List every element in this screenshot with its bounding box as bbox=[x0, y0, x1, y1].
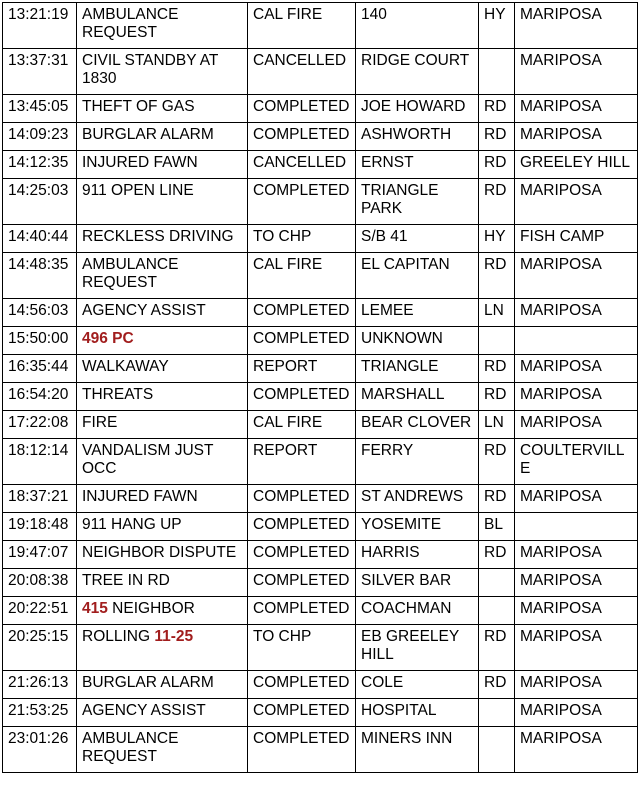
call-description bbox=[77, 569, 248, 597]
call-description bbox=[77, 95, 248, 123]
call-description bbox=[77, 597, 248, 625]
call-city: MARIPOSA bbox=[515, 95, 638, 123]
table-row bbox=[3, 727, 638, 773]
penal-code-highlight: 415 bbox=[82, 600, 108, 617]
call-description bbox=[77, 541, 248, 569]
call-time: 20:22:51 bbox=[3, 597, 77, 625]
call-city: MARIPOSA bbox=[515, 597, 638, 625]
call-description bbox=[77, 123, 248, 151]
call-street: EL CAPITAN bbox=[356, 253, 479, 299]
street-type: BL bbox=[479, 513, 515, 541]
call-status: COMPLETED bbox=[248, 541, 356, 569]
call-street: YOSEMITE bbox=[356, 513, 479, 541]
description-text: NEIGHBOR bbox=[107, 600, 195, 617]
call-city: MARIPOSA bbox=[515, 625, 638, 671]
call-city: MARIPOSA bbox=[515, 3, 638, 49]
street-type: RD bbox=[479, 151, 515, 179]
call-time: 13:45:05 bbox=[3, 95, 77, 123]
call-status: COMPLETED bbox=[248, 513, 356, 541]
call-time: 14:12:35 bbox=[3, 151, 77, 179]
call-street: ST ANDREWS bbox=[356, 485, 479, 513]
call-time: 21:53:25 bbox=[3, 699, 77, 727]
table-row bbox=[3, 225, 638, 253]
call-street: SILVER BAR bbox=[356, 569, 479, 597]
call-city: MARIPOSA bbox=[515, 699, 638, 727]
description-text: INJURED FAWN bbox=[82, 154, 198, 171]
street-type: HY bbox=[479, 3, 515, 49]
call-status: CANCELLED bbox=[248, 151, 356, 179]
call-status: CAL FIRE bbox=[248, 411, 356, 439]
description-text: VANDALISM JUST OCC bbox=[82, 442, 214, 477]
call-description bbox=[77, 625, 248, 671]
call-time: 14:09:23 bbox=[3, 123, 77, 151]
call-description bbox=[77, 699, 248, 727]
description-prefix: ROLLING bbox=[82, 628, 155, 645]
street-type: RD bbox=[479, 439, 515, 485]
call-city bbox=[515, 513, 638, 541]
call-city: MARIPOSA bbox=[515, 411, 638, 439]
call-time: 16:54:20 bbox=[3, 383, 77, 411]
description-text: THREATS bbox=[82, 386, 154, 403]
call-status: COMPLETED bbox=[248, 179, 356, 225]
call-street: ASHWORTH bbox=[356, 123, 479, 151]
table-row bbox=[3, 327, 638, 355]
call-street: TRIANGLE PARK bbox=[356, 179, 479, 225]
description-text: 911 OPEN LINE bbox=[82, 182, 194, 199]
call-time: 21:26:13 bbox=[3, 671, 77, 699]
call-street: RIDGE COURT bbox=[356, 49, 479, 95]
call-city: FISH CAMP bbox=[515, 225, 638, 253]
call-status: COMPLETED bbox=[248, 95, 356, 123]
call-time: 14:40:44 bbox=[3, 225, 77, 253]
call-city: COULTERVILLE bbox=[515, 439, 638, 485]
call-time: 15:50:00 bbox=[3, 327, 77, 355]
street-type bbox=[479, 327, 515, 355]
table-row bbox=[3, 569, 638, 597]
call-time: 14:25:03 bbox=[3, 179, 77, 225]
call-city: MARIPOSA bbox=[515, 253, 638, 299]
street-type: HY bbox=[479, 225, 515, 253]
call-street: FERRY bbox=[356, 439, 479, 485]
call-time: 19:18:48 bbox=[3, 513, 77, 541]
description-text: CIVIL STANDBY AT 1830 bbox=[82, 52, 219, 87]
street-type: RD bbox=[479, 383, 515, 411]
table-row bbox=[3, 699, 638, 727]
call-time: 17:22:08 bbox=[3, 411, 77, 439]
table-row bbox=[3, 49, 638, 95]
call-description bbox=[77, 225, 248, 253]
call-city: MARIPOSA bbox=[515, 123, 638, 151]
call-street: UNKNOWN bbox=[356, 327, 479, 355]
penal-code-highlight: 11-25 bbox=[154, 628, 194, 645]
description-text: THEFT OF GAS bbox=[82, 98, 195, 115]
call-street: LEMEE bbox=[356, 299, 479, 327]
call-city: MARIPOSA bbox=[515, 569, 638, 597]
description-text: 911 HANG UP bbox=[82, 516, 182, 533]
street-type: RD bbox=[479, 95, 515, 123]
call-time: 18:12:14 bbox=[3, 439, 77, 485]
call-description bbox=[77, 355, 248, 383]
street-type bbox=[479, 597, 515, 625]
call-status: COMPLETED bbox=[248, 299, 356, 327]
call-description bbox=[77, 727, 248, 773]
description-text: AGENCY ASSIST bbox=[82, 302, 206, 319]
call-description bbox=[77, 513, 248, 541]
call-description bbox=[77, 253, 248, 299]
table-row bbox=[3, 299, 638, 327]
call-status: REPORT bbox=[248, 355, 356, 383]
description-text: AGENCY ASSIST bbox=[82, 702, 206, 719]
call-description bbox=[77, 49, 248, 95]
description-text: BURGLAR ALARM bbox=[82, 126, 214, 143]
street-type: RD bbox=[479, 179, 515, 225]
description-text: RECKLESS DRIVING bbox=[82, 228, 234, 245]
call-street: ERNST bbox=[356, 151, 479, 179]
table-row bbox=[3, 541, 638, 569]
call-city: MARIPOSA bbox=[515, 671, 638, 699]
street-type bbox=[479, 699, 515, 727]
call-status: TO CHP bbox=[248, 225, 356, 253]
call-street: TRIANGLE bbox=[356, 355, 479, 383]
street-type bbox=[479, 49, 515, 95]
table-row bbox=[3, 439, 638, 485]
table-row bbox=[3, 411, 638, 439]
call-status: COMPLETED bbox=[248, 123, 356, 151]
street-type: LN bbox=[479, 411, 515, 439]
table-row bbox=[3, 513, 638, 541]
call-city: MARIPOSA bbox=[515, 179, 638, 225]
call-time: 23:01:26 bbox=[3, 727, 77, 773]
table-row bbox=[3, 95, 638, 123]
street-type: RD bbox=[479, 625, 515, 671]
street-type: RD bbox=[479, 485, 515, 513]
street-type: RD bbox=[479, 671, 515, 699]
street-type: RD bbox=[479, 253, 515, 299]
call-city: MARIPOSA bbox=[515, 49, 638, 95]
call-status: COMPLETED bbox=[248, 699, 356, 727]
street-type: RD bbox=[479, 541, 515, 569]
call-street: S/B 41 bbox=[356, 225, 479, 253]
call-description bbox=[77, 411, 248, 439]
call-log-table bbox=[2, 2, 638, 773]
call-status: REPORT bbox=[248, 439, 356, 485]
call-time: 20:25:15 bbox=[3, 625, 77, 671]
call-time: 16:35:44 bbox=[3, 355, 77, 383]
call-city: MARIPOSA bbox=[515, 355, 638, 383]
call-status: COMPLETED bbox=[248, 727, 356, 773]
call-status: COMPLETED bbox=[248, 597, 356, 625]
table-row bbox=[3, 3, 638, 49]
description-text: AMBULANCE REQUEST bbox=[82, 6, 179, 41]
street-type: RD bbox=[479, 355, 515, 383]
street-type bbox=[479, 727, 515, 773]
table-row bbox=[3, 253, 638, 299]
call-status: COMPLETED bbox=[248, 671, 356, 699]
table-row bbox=[3, 123, 638, 151]
call-description bbox=[77, 3, 248, 49]
call-city: MARIPOSA bbox=[515, 383, 638, 411]
call-status: CANCELLED bbox=[248, 49, 356, 95]
call-time: 14:48:35 bbox=[3, 253, 77, 299]
call-city: MARIPOSA bbox=[515, 299, 638, 327]
call-city: MARIPOSA bbox=[515, 727, 638, 773]
call-city: MARIPOSA bbox=[515, 485, 638, 513]
call-time: 18:37:21 bbox=[3, 485, 77, 513]
call-time: 13:37:31 bbox=[3, 49, 77, 95]
table-row bbox=[3, 179, 638, 225]
table-row bbox=[3, 485, 638, 513]
call-description bbox=[77, 383, 248, 411]
call-description bbox=[77, 485, 248, 513]
call-log-body bbox=[3, 3, 638, 773]
call-city: GREELEY HILL bbox=[515, 151, 638, 179]
call-status: COMPLETED bbox=[248, 327, 356, 355]
table-row bbox=[3, 151, 638, 179]
description-text: BURGLAR ALARM bbox=[82, 674, 214, 691]
penal-code-highlight: 496 PC bbox=[82, 330, 134, 347]
call-time: 19:47:07 bbox=[3, 541, 77, 569]
call-description bbox=[77, 671, 248, 699]
call-city: MARIPOSA bbox=[515, 541, 638, 569]
description-text: AMBULANCE REQUEST bbox=[82, 256, 179, 291]
call-description bbox=[77, 439, 248, 485]
call-street: HOSPITAL bbox=[356, 699, 479, 727]
call-time: 20:08:38 bbox=[3, 569, 77, 597]
call-time: 14:56:03 bbox=[3, 299, 77, 327]
call-status: COMPLETED bbox=[248, 485, 356, 513]
table-row bbox=[3, 355, 638, 383]
table-row bbox=[3, 597, 638, 625]
call-city bbox=[515, 327, 638, 355]
table-row bbox=[3, 383, 638, 411]
street-type: RD bbox=[479, 123, 515, 151]
call-street: BEAR CLOVER bbox=[356, 411, 479, 439]
call-description bbox=[77, 299, 248, 327]
description-text: AMBULANCE REQUEST bbox=[82, 730, 179, 765]
call-street: COLE bbox=[356, 671, 479, 699]
table-row bbox=[3, 671, 638, 699]
call-street: EB GREELEY HILL bbox=[356, 625, 479, 671]
description-text: INJURED FAWN bbox=[82, 488, 198, 505]
street-type bbox=[479, 569, 515, 597]
call-status: COMPLETED bbox=[248, 569, 356, 597]
call-street: HARRIS bbox=[356, 541, 479, 569]
description-text: FIRE bbox=[82, 414, 118, 431]
call-status: TO CHP bbox=[248, 625, 356, 671]
call-street: MARSHALL bbox=[356, 383, 479, 411]
call-description bbox=[77, 327, 248, 355]
description-text: NEIGHBOR DISPUTE bbox=[82, 544, 237, 561]
table-row bbox=[3, 625, 638, 671]
description-text: WALKAWAY bbox=[82, 358, 169, 375]
description-text: TREE IN RD bbox=[82, 572, 170, 589]
call-status: CAL FIRE bbox=[248, 3, 356, 49]
call-description bbox=[77, 179, 248, 225]
call-status: COMPLETED bbox=[248, 383, 356, 411]
call-time: 13:21:19 bbox=[3, 3, 77, 49]
call-street: 140 bbox=[356, 3, 479, 49]
call-street: COACHMAN bbox=[356, 597, 479, 625]
call-street: MINERS INN bbox=[356, 727, 479, 773]
street-type: LN bbox=[479, 299, 515, 327]
call-status: CAL FIRE bbox=[248, 253, 356, 299]
call-street: JOE HOWARD bbox=[356, 95, 479, 123]
call-description bbox=[77, 151, 248, 179]
